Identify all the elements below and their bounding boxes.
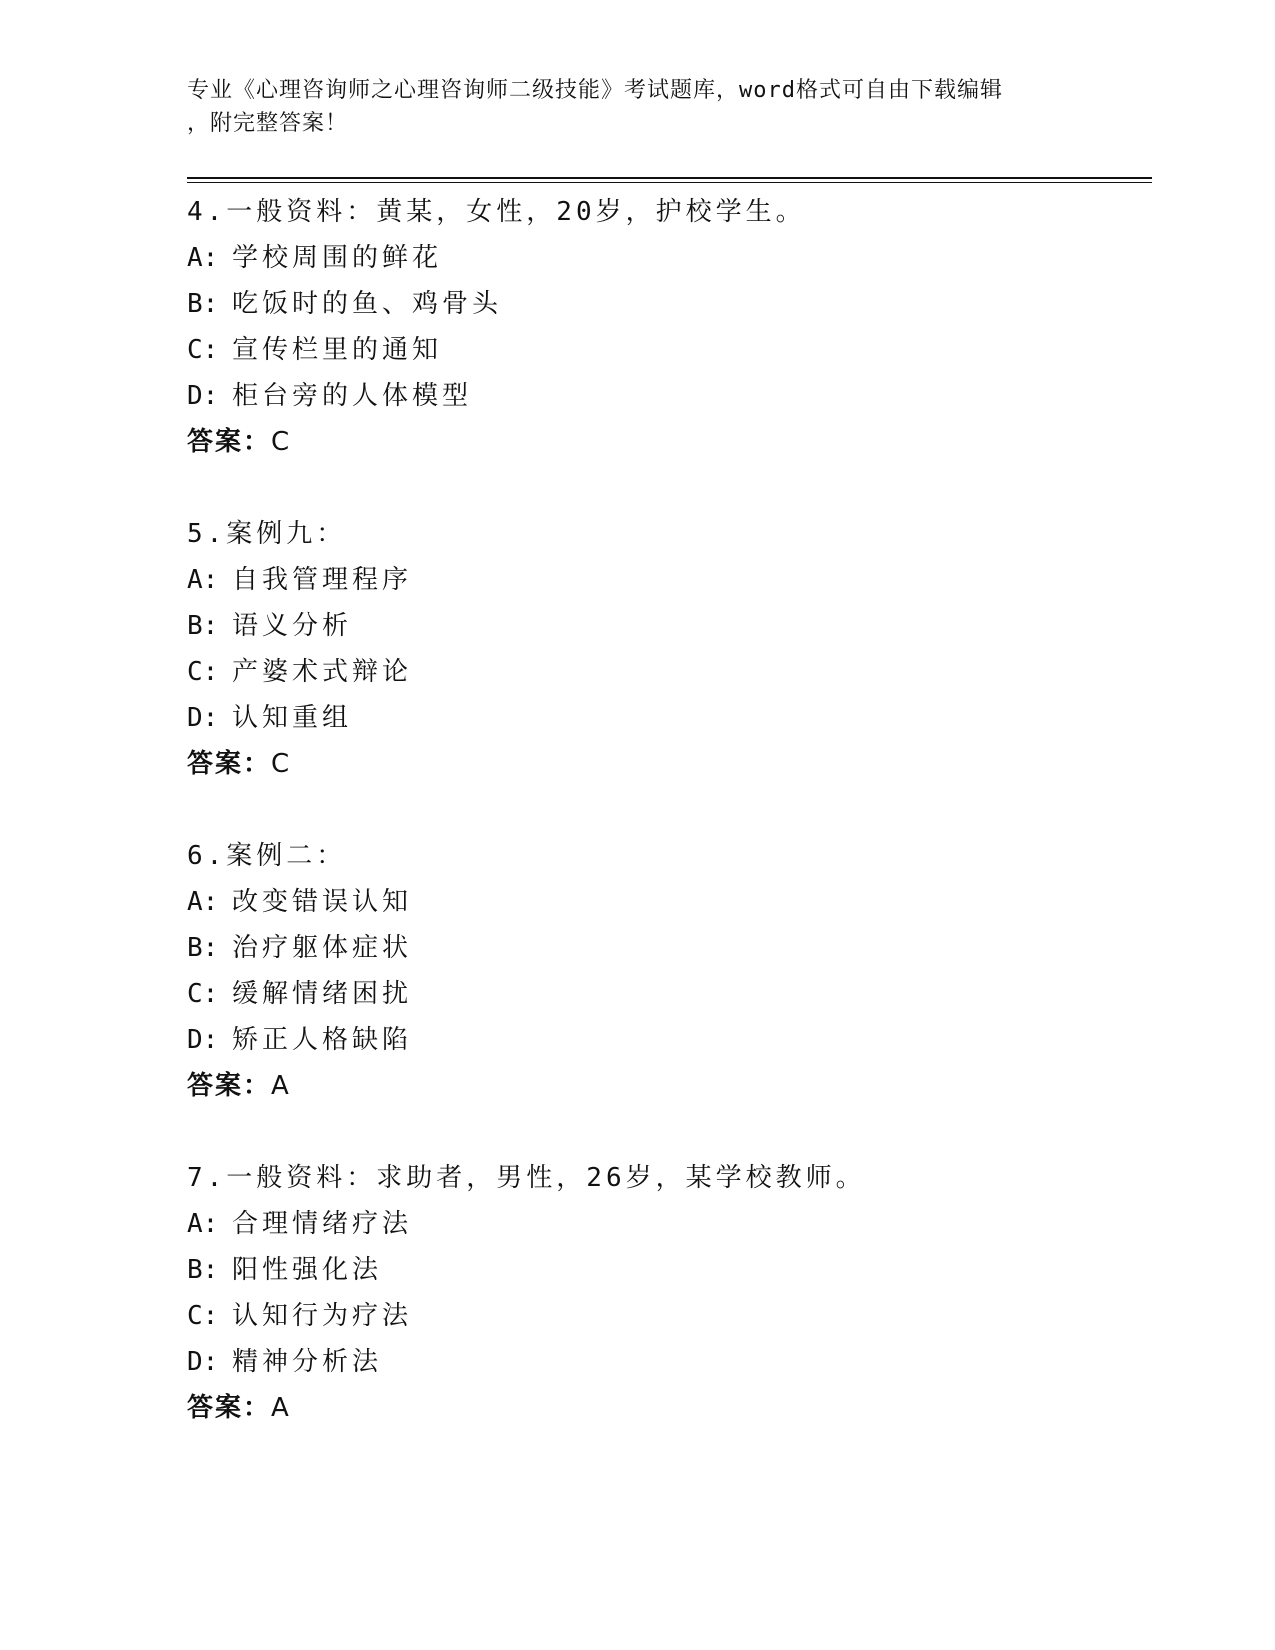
option-c bbox=[187, 327, 1147, 373]
option-d bbox=[187, 373, 1147, 419]
header-line-1: 专业《心理咨询师之心理咨询师二级技能》考试题库，word格式可自由下载编辑 bbox=[187, 78, 1003, 103]
option-text: 改变错误认知 bbox=[232, 887, 413, 917]
option-b bbox=[187, 603, 1147, 649]
option-a bbox=[187, 1201, 1147, 1247]
header-line-2: ，附完整答案！ bbox=[187, 111, 349, 136]
option-c bbox=[187, 971, 1147, 1017]
option-text: 产婆术式辩论 bbox=[232, 657, 413, 687]
option-text: 柜台旁的人体模型 bbox=[232, 381, 473, 411]
option-text: 认知行为疗法 bbox=[232, 1301, 413, 1331]
question-stem: 4.一般资料：黄某，女性，20岁，护校学生。 bbox=[187, 197, 806, 227]
option-a bbox=[187, 557, 1147, 603]
option-d bbox=[187, 1017, 1147, 1063]
option-letter: C: bbox=[187, 1301, 219, 1331]
option-c bbox=[187, 649, 1147, 695]
option-letter: A: bbox=[187, 1209, 219, 1239]
option-text: 认知重组 bbox=[232, 703, 353, 733]
option-b bbox=[187, 925, 1147, 971]
option-letter: D: bbox=[187, 1347, 219, 1377]
option-letter: A: bbox=[187, 243, 219, 273]
answer-value: A bbox=[271, 1393, 291, 1423]
option-text: 矫正人格缺陷 bbox=[232, 1025, 413, 1055]
option-text: 阳性强化法 bbox=[232, 1255, 383, 1285]
answer-value: A bbox=[271, 1071, 291, 1101]
question-6 bbox=[187, 833, 1147, 1109]
answer-value: C bbox=[271, 749, 292, 779]
option-letter: C: bbox=[187, 979, 219, 1009]
option-d bbox=[187, 1339, 1147, 1385]
option-letter: B: bbox=[187, 933, 219, 963]
question-7 bbox=[187, 1155, 1147, 1431]
answer-line bbox=[187, 741, 1147, 787]
option-text: 合理情绪疗法 bbox=[232, 1209, 413, 1239]
header-rule-thick bbox=[187, 177, 1152, 179]
answer-value: C bbox=[271, 427, 292, 457]
option-text: 语义分析 bbox=[232, 611, 353, 641]
question-list bbox=[187, 189, 1147, 1477]
option-d bbox=[187, 695, 1147, 741]
option-text: 缓解情绪困扰 bbox=[232, 979, 413, 1009]
option-letter: C: bbox=[187, 657, 219, 687]
question-4 bbox=[187, 189, 1147, 465]
option-b bbox=[187, 1247, 1147, 1293]
question-5 bbox=[187, 511, 1147, 787]
option-text: 吃饭时的鱼、鸡骨头 bbox=[232, 289, 503, 319]
header-rule-thin bbox=[187, 182, 1152, 183]
answer-label: 答案： bbox=[187, 427, 272, 457]
option-b bbox=[187, 281, 1147, 327]
option-letter: B: bbox=[187, 1255, 219, 1285]
option-c bbox=[187, 1293, 1147, 1339]
answer-line bbox=[187, 419, 1147, 465]
option-text: 自我管理程序 bbox=[232, 565, 413, 595]
document-header bbox=[187, 74, 1067, 140]
option-letter: A: bbox=[187, 565, 219, 595]
answer-line bbox=[187, 1385, 1147, 1431]
option-letter: D: bbox=[187, 1025, 219, 1055]
option-text: 学校周围的鲜花 bbox=[232, 243, 443, 273]
option-letter: B: bbox=[187, 611, 219, 641]
option-text: 治疗躯体症状 bbox=[232, 933, 413, 963]
answer-label: 答案： bbox=[187, 1071, 272, 1101]
answer-line bbox=[187, 1063, 1147, 1109]
question-stem: 5.案例九： bbox=[187, 519, 347, 549]
question-stem: 6.案例二： bbox=[187, 841, 347, 871]
answer-label: 答案： bbox=[187, 1393, 272, 1423]
question-stem: 7.一般资料：求助者，男性，26岁，某学校教师。 bbox=[187, 1163, 866, 1193]
option-text: 宣传栏里的通知 bbox=[232, 335, 443, 365]
option-letter: D: bbox=[187, 703, 219, 733]
option-text: 精神分析法 bbox=[232, 1347, 383, 1377]
answer-label: 答案： bbox=[187, 749, 272, 779]
option-letter: B: bbox=[187, 289, 219, 319]
option-letter: C: bbox=[187, 335, 219, 365]
option-letter: A: bbox=[187, 887, 219, 917]
option-a bbox=[187, 235, 1147, 281]
option-a bbox=[187, 879, 1147, 925]
option-letter: D: bbox=[187, 381, 219, 411]
